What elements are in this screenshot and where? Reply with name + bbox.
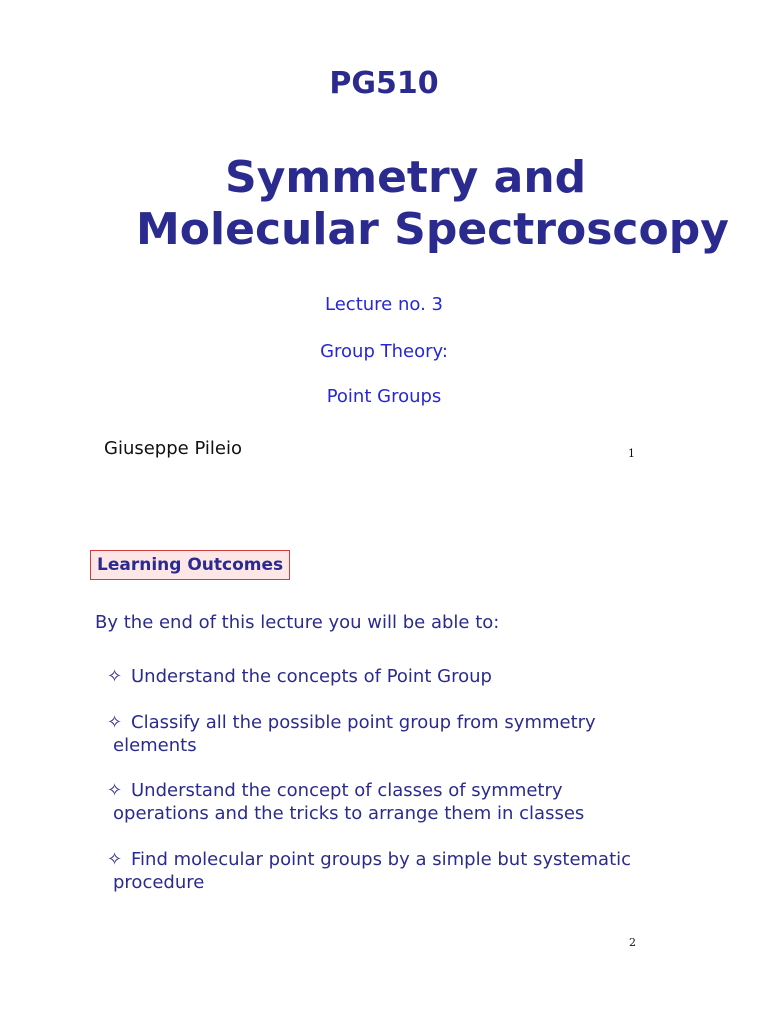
outcome-text: Classify all the possible point group from symmetry	[131, 712, 596, 733]
outcome-text-continued: procedure	[113, 872, 205, 893]
star-bullet-icon: ✧	[107, 712, 123, 733]
outcome-text: Find molecular point groups by a simple but systematic	[131, 849, 632, 870]
outcome-text: Understand the concepts of Point Group	[131, 666, 492, 687]
page-number-2: 2	[629, 936, 636, 949]
star-bullet-icon: ✧	[107, 666, 123, 687]
star-bullet-icon: ✧	[107, 780, 123, 801]
author-name: Giuseppe Pileio	[104, 438, 243, 459]
outcome-item-1	[107, 665, 667, 688]
intro-text: By the end of this lecture you will be able to:	[95, 612, 500, 633]
outcome-item-3	[107, 779, 667, 825]
lecture-number: Lecture no. 3	[325, 294, 443, 315]
outcome-item-4	[107, 848, 667, 894]
title-line-1: Symmetry and	[225, 152, 587, 203]
topic-line-2: Point Groups	[326, 386, 442, 407]
learning-outcomes-heading: Learning Outcomes	[90, 550, 290, 580]
topic-line-1: Group Theory:	[320, 341, 448, 362]
star-bullet-icon: ✧	[107, 849, 123, 870]
course-code: PG510	[329, 66, 439, 101]
outcome-item-2	[107, 711, 667, 757]
outcome-text-continued: elements	[113, 735, 197, 756]
outcome-text-continued: operations and the tricks to arrange them in classes	[113, 803, 585, 824]
outcome-text: Understand the concept of classes of symmetry	[131, 780, 563, 801]
page-number-1: 1	[628, 447, 635, 460]
title-line-2: Molecular Spectroscopy	[136, 204, 729, 255]
